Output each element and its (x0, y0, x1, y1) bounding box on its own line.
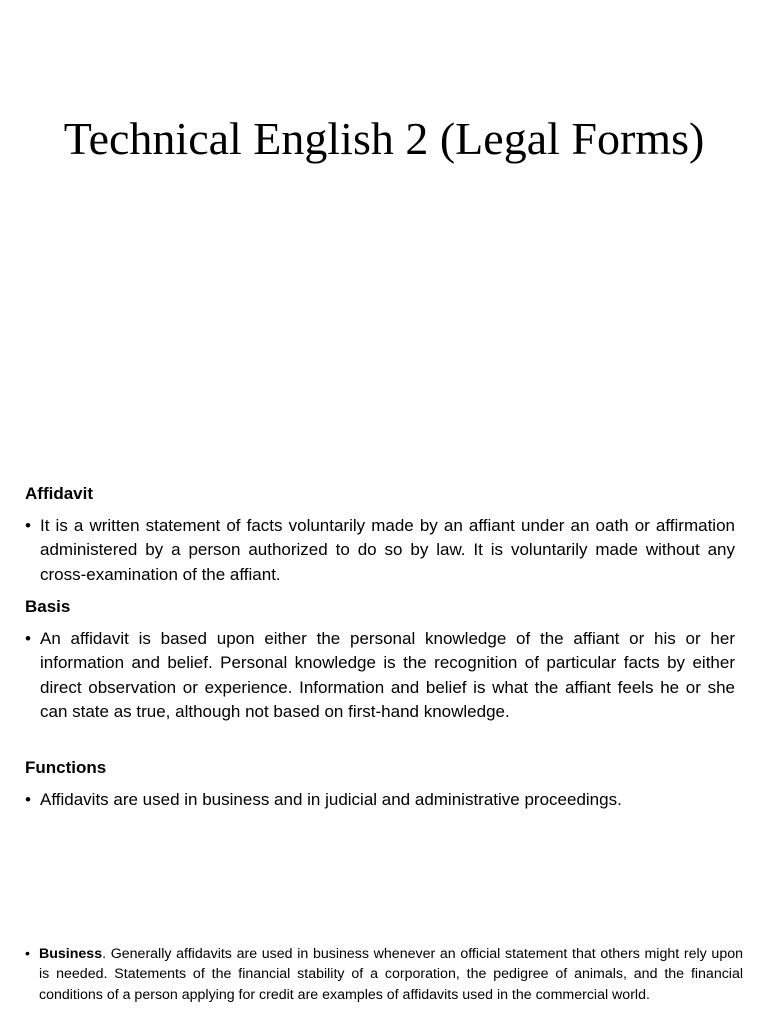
bullet-term: Business (39, 946, 103, 962)
section-heading-basis: Basis (25, 597, 71, 616)
bullet-affidavit (25, 514, 735, 587)
section-heading-functions: Functions (25, 758, 107, 777)
content-slide (0, 478, 768, 878)
bullet-text: An affidavit is based upon either the personal knowledge of the affiant or his or her information and belief. Personal knowledge is the recognition of particular facts by either direct observation or experience. Information and belief is what the affiant feels he or she can state as true, although not based on first-hand knowledge. (40, 629, 735, 721)
bullet-text: Affidavits are used in business and in judicial and administrative proceedings. (40, 790, 622, 809)
title-slide (0, 0, 768, 470)
bullet-business (25, 944, 743, 1005)
bullet-text: It is a written statement of facts voluntarily made by an affiant under an oath or affirmation administered by a person authorized to do so by law. It is voluntarily made without any cross-examination of the affiant. (40, 516, 735, 584)
page-title: Technical English 2 (Legal Forms) (63, 113, 705, 164)
notes-slide (0, 940, 768, 1024)
bullet-functions (25, 788, 735, 812)
bullet-marker: • (25, 790, 31, 809)
bullet-basis (25, 627, 735, 724)
bullet-marker: • (25, 516, 31, 535)
section-heading-affidavit: Affidavit (25, 484, 93, 503)
bullet-marker: • (25, 946, 30, 962)
bullet-marker: • (25, 629, 31, 648)
bullet-body: . Generally affidavits are used in business whenever an official statement that others might rely upon is needed. Statements of the financial stability of a corporation, the pedigree of animals, and the financial conditions of a person applying for credit are examples of affidavits used in the commercial world. (39, 946, 743, 1003)
bullet-text (39, 944, 743, 1005)
